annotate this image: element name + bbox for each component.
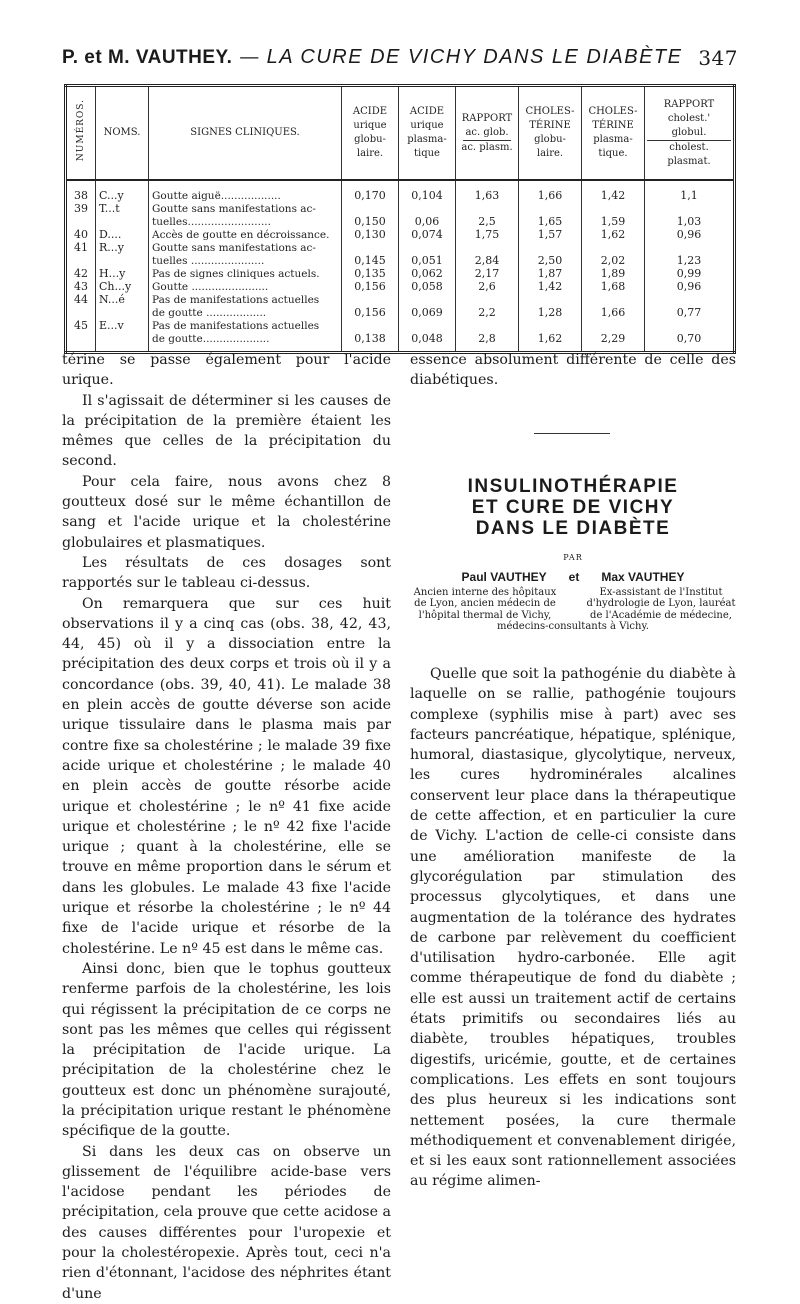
table-cell-nom: N...é <box>96 293 149 306</box>
table-cell-aup: 0,058 <box>399 280 456 293</box>
table-cell-r1: 2,2 <box>456 306 519 319</box>
table-cell-nom <box>96 215 149 228</box>
table-cell-cp <box>582 202 645 215</box>
table-cell-cp: 1,59 <box>582 215 645 228</box>
table-cell-cp: 2,29 <box>582 332 645 353</box>
table-cell-r1: 2,8 <box>456 332 519 353</box>
table-cell-num: 45 <box>66 319 96 332</box>
table-cell-nom: T...t <box>96 202 149 215</box>
rapport2-label: RAPPORT <box>663 98 715 110</box>
table-cell-cp: 1,62 <box>582 228 645 241</box>
table-cell-nom: R...y <box>96 241 149 254</box>
table-cell-cg <box>519 202 582 215</box>
table-cell-cp: 2,02 <box>582 254 645 267</box>
results-table-container <box>64 84 736 345</box>
table-cell-signes: Goutte sans manifestations ac- <box>149 202 342 215</box>
col-header-rapport-cholesterine <box>645 86 735 181</box>
table-cell-r1 <box>456 202 519 215</box>
paragraph: Si dans les deux cas on observe un glissement de l'équilibre acide-base vers l'acidose pendant les périodes de précipitation, cela prouve que cette acidose a des causes différentes pour l'uropexie et pour la cholestéropexie. Après tout, ceci n'a rien d'étonnant, l'acidose des néphrites étant d'une <box>62 1143 391 1302</box>
table-cell-r2: 1,23 <box>645 254 735 267</box>
paragraph: Les résultats de ces dosages sont rapportés sur le tableau ci-dessus. <box>62 554 391 592</box>
table-cell-aup: 0,062 <box>399 267 456 280</box>
table-cell-signes: Accès de goutte en décroissance. <box>149 228 342 241</box>
table-cell-nom: Ch...y <box>96 280 149 293</box>
rapport-label: RAPPORT <box>461 112 513 124</box>
table-cell-num <box>66 254 96 267</box>
table-cell-nom <box>96 254 149 267</box>
table-cell-cg <box>519 319 582 332</box>
table-cell-r1 <box>456 293 519 306</box>
table-cell-aug <box>342 241 399 254</box>
table-cell-cp: 1,68 <box>582 280 645 293</box>
table-cell-r1: 1,63 <box>456 180 519 202</box>
rapport2-denominator: cholest. plasmat. <box>667 141 711 167</box>
section-divider <box>534 433 610 434</box>
table-cell-aug: 0,145 <box>342 254 399 267</box>
paragraph: On remarquera que sur ces huit observations il y a cinq cas (obs. 38, 42, 43, 44, 45) où il y a dissociation entre la précipitation des deux corps et trois où il y a concordance (obs. 39, 40, 41). Le malade 38 en plein accès de goutte déverse son acide urique tissulaire dans le plasma mais par contre fixe sa cholestérine ; le malade 39 fixe acide urique et cholestérine ; le malade 40 en plein accès de goutte résorbe acide urique et cholestérine ; le nº 41 fixe acide urique et cholestérine ; le nº 42 fixe l'acide urique ; quant à la cholestérine, elle se trouve en même proportion dans le sérum et dans les globules. Le malade 43 fixe l'acide urique et résorbe la cholestérine ; le nº 44 fixe de l'acide urique et résorbe de la cholestérine. Le nº 45 est dans le même cas. <box>62 595 391 957</box>
table-cell-r2: 0,77 <box>645 306 735 319</box>
table-cell-signes: tuelles......................... <box>149 215 342 228</box>
running-header <box>62 44 738 69</box>
table-cell-aug <box>342 202 399 215</box>
table-cell-cp: 1,66 <box>582 306 645 319</box>
table-cell-num <box>66 215 96 228</box>
table-cell-num <box>66 306 96 319</box>
paragraph: Pour cela faire, nous avons chez 8 goutteux dosé sur le même échantillon de sang et l'acide urique et la cholestérine globulaires et plasmatiques. <box>62 473 391 551</box>
title-line: INSULINOTHÉRAPIE <box>467 476 679 497</box>
table-cell-aug: 0,170 <box>342 180 399 202</box>
table-cell-cp <box>582 319 645 332</box>
header-authors: P. et M. VAUTHEY. <box>62 47 233 68</box>
col-header-chol-plasmatique: CHOLES- TÉRINE plasma- tique. <box>582 86 645 181</box>
table-row <box>66 319 735 332</box>
table-cell-cp: 1,89 <box>582 267 645 280</box>
table-cell-nom: C...y <box>96 180 149 202</box>
table-cell-r2: 0,96 <box>645 228 735 241</box>
table-row <box>66 180 735 202</box>
table-row <box>66 202 735 215</box>
rapport-numerator: ac. glob. <box>463 126 510 141</box>
table-cell-r2 <box>645 319 735 332</box>
table-cell-nom <box>96 306 149 319</box>
table-cell-cg: 1,57 <box>519 228 582 241</box>
author-name: Paul VAUTHEY <box>461 570 547 584</box>
table-cell-cg: 2,50 <box>519 254 582 267</box>
table-cell-r1: 2,84 <box>456 254 519 267</box>
table-cell-cg <box>519 241 582 254</box>
table-cell-aug: 0,135 <box>342 267 399 280</box>
table-cell-aup: 0,074 <box>399 228 456 241</box>
title-line: ET CURE DE VICHY <box>471 497 675 518</box>
author-name: Max VAUTHEY <box>601 570 685 584</box>
col-header-signes: SIGNES CLINIQUES. <box>149 86 342 181</box>
paragraph: Quelle que soit la pathogénie du diabète à laquelle on se rallie, pathogénie toujours complexe (syphilis mise à part) avec ses facteurs pancréatique, hépatique, splénique, humoral, diastasique, glycolytique, nerveux, les cures hydrominérales alcalines conservent leur place dans la thérapeutique de cette affection, et en particulier la cure de Vichy. L'action de celle-ci consiste dans une amélioration manifeste de la glycorégulation par stimulation des processus glycolytiques, et dans une augmentation de la tolérance des hydrates de carbone par relèvement du coefficient d'utilisation hydro-carbonée. Elle agit comme thérapeutique de fond du diabète ; elle est aussi un traitement actif de certains états primitifs ou secondaires liés au diabète, troubles hépatiques, troubles digestifs, uricémie, goutte, et de certaines complications. Les effets en sont toujours des plus heureux si les indications sont nettement posées, la cure thermale méthodiquement et convenablement dirigée, et si les eaux sont rationnellement associées au régime alimen- <box>410 666 736 1190</box>
table-cell-r2 <box>645 293 735 306</box>
table-cell-r1: 2,17 <box>456 267 519 280</box>
col-header-numeros: NUMÉROS. <box>76 99 86 162</box>
table-cell-num: 40 <box>66 228 96 241</box>
table-cell-aup <box>399 241 456 254</box>
table-cell-cg: 1,65 <box>519 215 582 228</box>
rapport2-numerator: cholest.' globul. <box>647 112 731 141</box>
table-row <box>66 267 735 280</box>
page-number: 347 <box>698 46 738 70</box>
paragraph: Ainsi donc, bien que le tophus goutteux renferme parfois de la cholestérine, les lois qui régissent la précipitation de ce corps ne sont pas les mêmes que celles qui régissent la précipitation de l'acide urique. La précipitation de la cholestérine chez le goutteux est donc un phénomène surajouté, la précipitation urique restant le phénomène spécifique de la goutte. <box>62 960 391 1140</box>
table-cell-cp <box>582 293 645 306</box>
table-cell-aup: 0,069 <box>399 306 456 319</box>
table-cell-cp <box>582 241 645 254</box>
table-cell-cg: 1,87 <box>519 267 582 280</box>
table-cell-signes: de goutte .................. <box>149 306 342 319</box>
col-header-rapport-acide <box>456 86 519 181</box>
paragraph: Il s'agissait de déterminer si les causes de la précipitation de la première étaient les mêmes que celles de la précipitation du second. <box>62 392 391 470</box>
table-cell-r2: 0,99 <box>645 267 735 280</box>
table-cell-aup <box>399 202 456 215</box>
table-row <box>66 241 735 254</box>
table-cell-nom: H...y <box>96 267 149 280</box>
table-row <box>66 280 735 293</box>
rapport-denominator: ac. plasm. <box>461 141 513 153</box>
table-cell-r1: 1,75 <box>456 228 519 241</box>
right-column-body <box>410 664 736 1192</box>
table-cell-aup: 0,104 <box>399 180 456 202</box>
table-cell-signes: de goutte.................... <box>149 332 342 353</box>
table-cell-num: 41 <box>66 241 96 254</box>
author-conjunction: et <box>568 570 580 584</box>
table-cell-aug: 0,150 <box>342 215 399 228</box>
table-cell-aup <box>399 319 456 332</box>
table-cell-cg: 1,42 <box>519 280 582 293</box>
table-cell-cg: 1,28 <box>519 306 582 319</box>
table-cell-r2: 0,70 <box>645 332 735 353</box>
title-line: DANS LE DIABÈTE <box>475 518 671 539</box>
table-cell-cp: 1,42 <box>582 180 645 202</box>
table-cell-aug <box>342 319 399 332</box>
table-cell-aug: 0,138 <box>342 332 399 353</box>
table-row <box>66 228 735 241</box>
byline-par: PAR <box>563 553 583 562</box>
table-cell-aup: 0,048 <box>399 332 456 353</box>
paragraph: térine se passe également pour l'acide urique. <box>62 352 391 389</box>
header-dash: — <box>239 44 260 68</box>
table-cell-signes: Pas de manifestations actuelles <box>149 293 342 306</box>
table-row <box>66 254 735 267</box>
table-cell-signes: tuelles ...................... <box>149 254 342 267</box>
table-cell-r2: 1,1 <box>645 180 735 202</box>
table-cell-aug <box>342 293 399 306</box>
table-cell-r1 <box>456 319 519 332</box>
results-table <box>64 84 736 354</box>
table-cell-aug: 0,130 <box>342 228 399 241</box>
table-cell-cg <box>519 293 582 306</box>
table-row <box>66 306 735 319</box>
table-cell-num: 42 <box>66 267 96 280</box>
author-affiliation-common: médecins-consultants à Vichy. <box>497 621 649 632</box>
col-header-noms: NOMS. <box>96 86 149 181</box>
table-cell-num: 39 <box>66 202 96 215</box>
table-cell-aug: 0,156 <box>342 280 399 293</box>
table-cell-aup: 0,051 <box>399 254 456 267</box>
table-cell-aup <box>399 293 456 306</box>
table-cell-aup: 0,06 <box>399 215 456 228</box>
table-cell-signes: Goutte aiguë.................. <box>149 180 342 202</box>
table-cell-r2 <box>645 241 735 254</box>
table-cell-signes: Goutte ....................... <box>149 280 342 293</box>
table-cell-r1 <box>456 241 519 254</box>
table-cell-aug: 0,156 <box>342 306 399 319</box>
col-header-chol-globulaire: CHOLES- TÉRINE globu- laire. <box>519 86 582 181</box>
right-column-top <box>410 350 736 391</box>
table-cell-cg: 1,66 <box>519 180 582 202</box>
table-cell-signes: Goutte sans manifestations ac- <box>149 241 342 254</box>
paragraph: essence absolument différente de celle des diabétiques. <box>410 352 736 389</box>
col-header-acide-plasmatique: ACIDE urique plasma- tique <box>399 86 456 181</box>
author-affiliation: Ancien interne des hôpitaux de Lyon, ancien médecin de l'hôpital thermal de Vichy, <box>413 586 557 621</box>
table-cell-r2: 0,96 <box>645 280 735 293</box>
col-header-acide-globulaire: ACIDE urique globu- laire. <box>342 86 399 181</box>
table-row <box>66 215 735 228</box>
table-cell-num: 38 <box>66 180 96 202</box>
authors-block <box>410 572 736 633</box>
table-cell-r2 <box>645 202 735 215</box>
header-title: LA CURE DE VICHY DANS LE DIABÈTE <box>266 46 683 68</box>
table-cell-nom: E...v <box>96 319 149 332</box>
table-row <box>66 293 735 306</box>
table-cell-r1: 2,5 <box>456 215 519 228</box>
table-cell-cg: 1,62 <box>519 332 582 353</box>
table-cell-num: 43 <box>66 280 96 293</box>
table-cell-r2: 1,03 <box>645 215 735 228</box>
author-affiliation: Ex-assistant de l'Institut d'hydrologie de Lyon, lauréat de l'Académie de médecine, <box>586 586 736 621</box>
table-cell-signes: Pas de manifestations actuelles <box>149 319 342 332</box>
table-cell-nom: D.... <box>96 228 149 241</box>
table-cell-r1: 2,6 <box>456 280 519 293</box>
table-cell-signes: Pas de signes cliniques actuels. <box>149 267 342 280</box>
table-cell-num: 44 <box>66 293 96 306</box>
left-column <box>62 350 391 1304</box>
article-title <box>410 476 736 539</box>
